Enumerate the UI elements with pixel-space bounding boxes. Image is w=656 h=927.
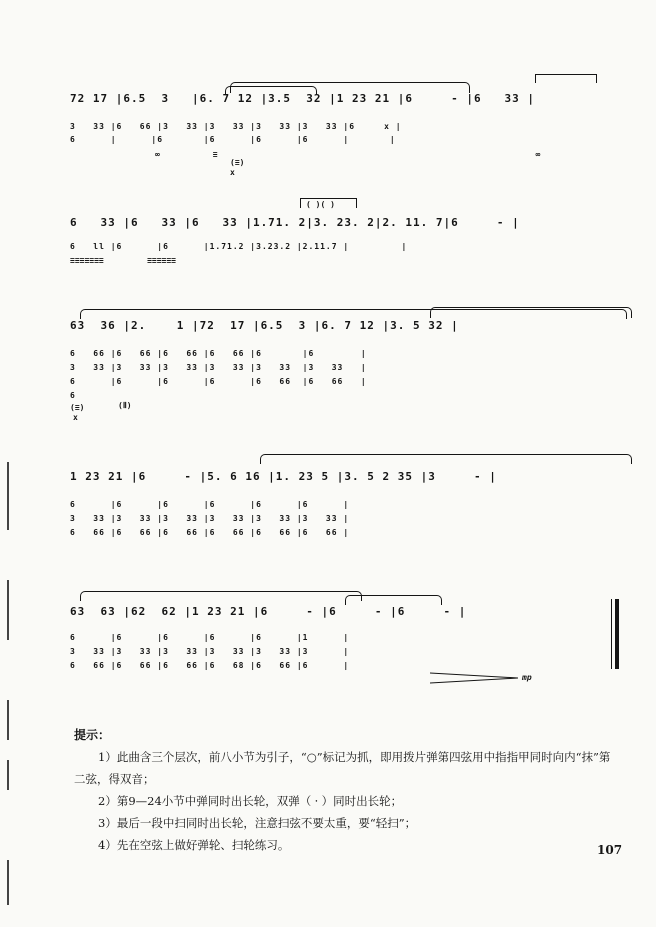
stroke-marks: 6 xyxy=(70,391,75,400)
scan-margin-line xyxy=(7,580,9,640)
accompaniment-line: 3 33 |3 33 |3 33 |3 33 |3 33 |3 33 | xyxy=(70,363,367,372)
accompaniment-line: 6 66 |6 66 |6 66 |6 68 |6 66 |6 | xyxy=(70,661,350,670)
tip-item: 1）此曲含三个层次，前八小节为引子，“○”标记为抓，即用拨片弹第四弦用中指指甲同时向内“抹”第二弦，得双音； xyxy=(74,750,611,786)
stroke-marks: (≡) xyxy=(230,158,245,167)
score-system-2 xyxy=(70,200,630,270)
tips-title: 提示： xyxy=(74,728,111,742)
melody-line: 6 33 |6 33 |6 33 |1.71. 2|3. 23. 2|2. 11. 7|6 - | xyxy=(70,216,520,229)
circle-marks: ( )( ) xyxy=(306,200,335,209)
accompaniment-line: 6 |6 |6 |6 |6 66 |6 66 | xyxy=(70,377,367,386)
accompaniment-line: 6 66 |6 66 |6 66 |6 66 |6 66 |6 66 | xyxy=(70,528,350,537)
accompaniment-line: 6 ll |6 |6 |1.71.2 |3.23.2 |2.11.7 | | xyxy=(70,242,408,251)
brace-mark: (Ⅱ) xyxy=(118,401,132,410)
accompaniment-line: 6 66 |6 66 |6 66 |6 66 |6 |6 | xyxy=(70,349,367,358)
accompaniment-line: 3 33 |3 33 |3 33 |3 33 |3 33 |3 33 | xyxy=(70,514,350,523)
score-system-1 xyxy=(70,80,630,180)
volta-box xyxy=(300,198,357,208)
dynamic-mark: mp xyxy=(522,673,532,682)
scan-margin-line xyxy=(7,860,9,905)
decrescendo-hairpin xyxy=(430,671,520,685)
melody-line: 63 36 |2. 1 |72 17 |6.5 3 |6. 7 12 |3. 5 32 | xyxy=(70,319,459,332)
page-number: 107 xyxy=(597,843,623,857)
score-system-5 xyxy=(70,585,630,695)
accompaniment-line: 3 33 |6 66 |3 33 |3 33 |3 33 |3 33 |6 x | xyxy=(70,122,402,131)
melody-line: 63 63 |62 62 |1 23 21 |6 - |6 - |6 - | xyxy=(70,605,467,618)
tip-item: 3）最后一段中扫同时出长轮，注意扫弦不要太重，要“轻扫”； xyxy=(98,816,417,830)
slur-bracket xyxy=(430,307,632,318)
stroke-marks: x xyxy=(73,413,78,422)
slur-bracket xyxy=(80,591,362,601)
accompaniment-line: 6 |6 |6 |6 |6 |1 | xyxy=(70,633,350,642)
stroke-marks: (≡) xyxy=(70,403,85,412)
accompaniment-line: 6 | |6 |6 |6 |6 | | xyxy=(70,135,396,144)
final-barline xyxy=(611,599,612,669)
final-barline-thick xyxy=(615,599,619,669)
scan-margin-line xyxy=(7,462,9,530)
tip-item: 2）第9—24小节中弹同时出长轮，双弹（ ⸱ ）同时出长轮； xyxy=(98,794,403,808)
slur-bracket xyxy=(260,454,632,464)
stroke-marks: x xyxy=(230,168,235,177)
accompaniment-line: 3 33 |3 33 |3 33 |3 33 |3 33 |3 | xyxy=(70,647,350,656)
volta-box xyxy=(535,74,597,83)
stroke-marks: ∞ ≡ ∞ xyxy=(155,150,541,159)
melody-line: 1 23 21 |6 - |5. 6 16 |1. 23 5 |3. 5 2 35 |3 - | xyxy=(70,470,497,483)
score-system-3 xyxy=(70,305,630,422)
tip-item: 4）先在空弦上做好弹轮、扫轮练习。 xyxy=(98,838,290,852)
stroke-marks: ≡≡≡≡≡≡≡ ≡≡≡≡≡≡ xyxy=(70,256,176,265)
slur-bracket xyxy=(345,595,442,605)
tips-section xyxy=(74,724,614,856)
accompaniment-line: 6 |6 |6 |6 |6 |6 | xyxy=(70,500,350,509)
scan-margin-line xyxy=(7,700,9,740)
scan-margin-line xyxy=(7,760,9,790)
melody-line: 72 17 |6.5 3 |6. 7 12 |3.5 32 |1 23 21 |6 - |6 33 | xyxy=(70,92,535,105)
score-system-4 xyxy=(70,450,630,545)
